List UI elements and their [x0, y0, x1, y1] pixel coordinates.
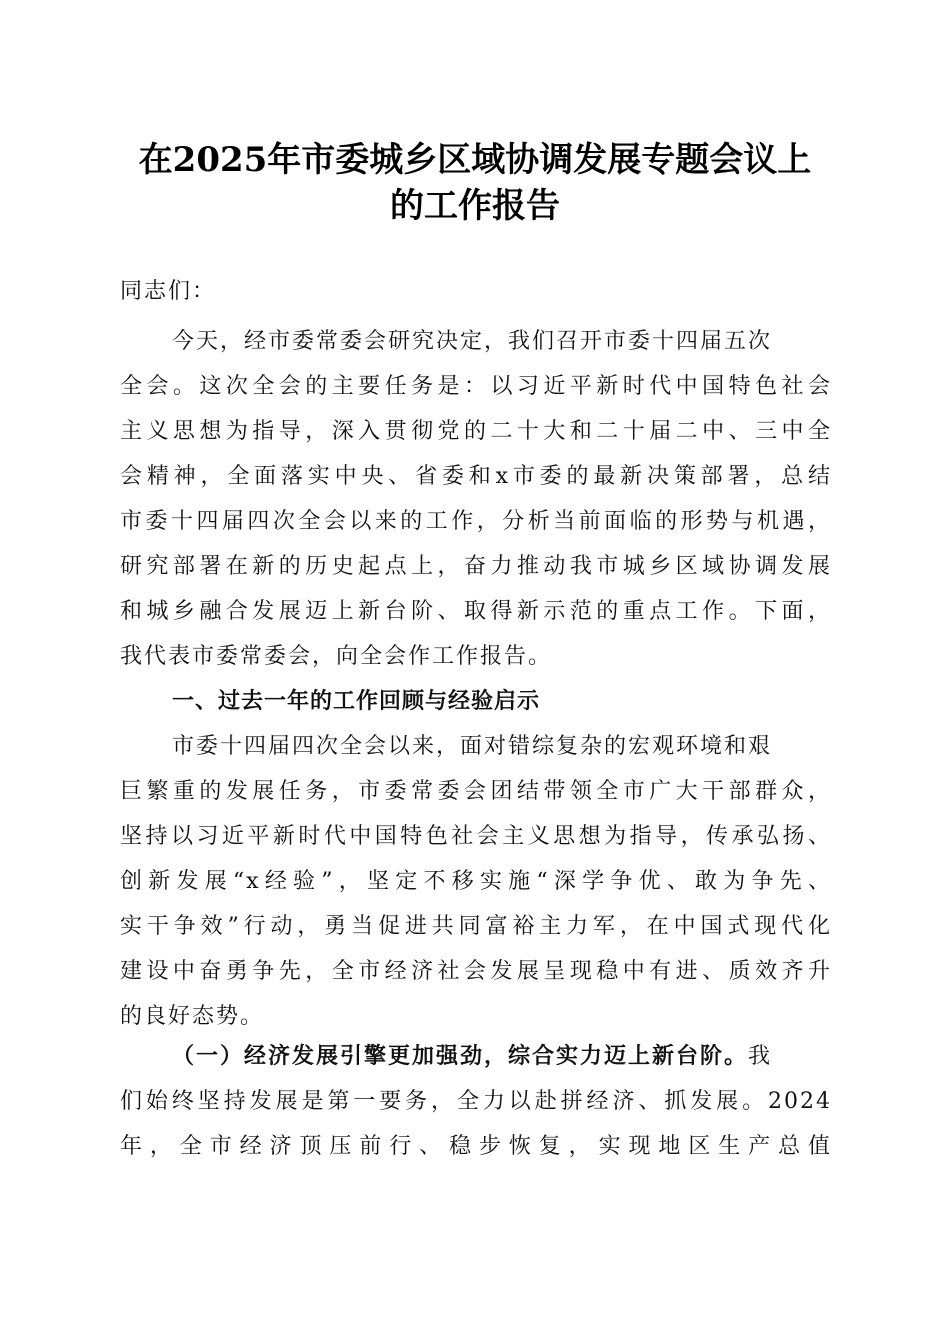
review-line: 实干争效”行动，勇当促进共同富裕主力军，在中国式现代化 — [120, 914, 832, 939]
title-line-2: 的工作报告 — [390, 186, 560, 226]
subsection-paragraph — [120, 1034, 832, 1169]
intro-line: 和城乡融合发展迈上新台阶、取得新示范的重点工作。下面， — [120, 599, 832, 624]
title-line-1: 在2025年市委城乡区域协调发展专题会议上 — [138, 140, 812, 180]
intro-line: 我代表市委常委会，向全会作工作报告。 — [120, 644, 553, 669]
review-line: 的良好态势。 — [120, 1004, 265, 1029]
subsection-lead: （一）经济发展引擎更加强劲，综合实力迈上新台阶。 — [172, 1043, 749, 1069]
review-line: 巨繁重的发展任务，市委常委会团结带领全市广大干部群众， — [120, 779, 832, 804]
intro-line: 全会。这次全会的主要任务是：以习近平新时代中国特色社会 — [120, 374, 832, 399]
intro-line: 会精神，全面落实中央、省委和x市委的最新决策部署，总结 — [120, 464, 832, 489]
document-title — [100, 137, 850, 183]
subsection-line: 我 — [748, 1044, 773, 1069]
salutation — [120, 269, 832, 314]
document-title-continued — [100, 183, 850, 229]
review-line: 建设中奋勇争先，全市经济社会发展呈现稳中有进、质效齐升 — [120, 959, 832, 984]
intro-line: 主义思想为指导，深入贯彻党的二十大和二十届二中、三中全 — [120, 419, 832, 444]
intro-line: 市委十四届四次全会以来的工作，分析当前面临的形势与机遇， — [120, 509, 832, 534]
review-paragraph — [120, 724, 832, 1039]
section-heading: 一、过去一年的工作回顾与经验启示 — [172, 689, 541, 714]
subsection-line: 们始终坚持发展是第一要务，全力以赴拼经济、抓发展。2024 — [120, 1089, 832, 1114]
subsection-line: 年，全市经济顶压前行、稳步恢复，实现地区生产总值 — [120, 1134, 832, 1159]
salutation-text: 同志们： — [120, 279, 217, 304]
review-line: 市委十四届四次全会以来，面对错综复杂的宏观环境和艰 — [172, 734, 773, 759]
review-line: 创新发展“x经验”，坚定不移实施“深学争优、敢为争先、 — [120, 869, 832, 894]
intro-line: 研究部署在新的历史起点上，奋力推动我市城乡区域协调发展 — [120, 554, 832, 579]
subsection-first-line — [120, 1034, 832, 1079]
intro-line: 今天，经市委常委会研究决定，我们召开市委十四届五次 — [172, 329, 773, 354]
review-line: 坚持以习近平新时代中国特色社会主义思想为指导，传承弘扬、 — [120, 824, 832, 849]
intro-paragraph — [120, 319, 832, 679]
